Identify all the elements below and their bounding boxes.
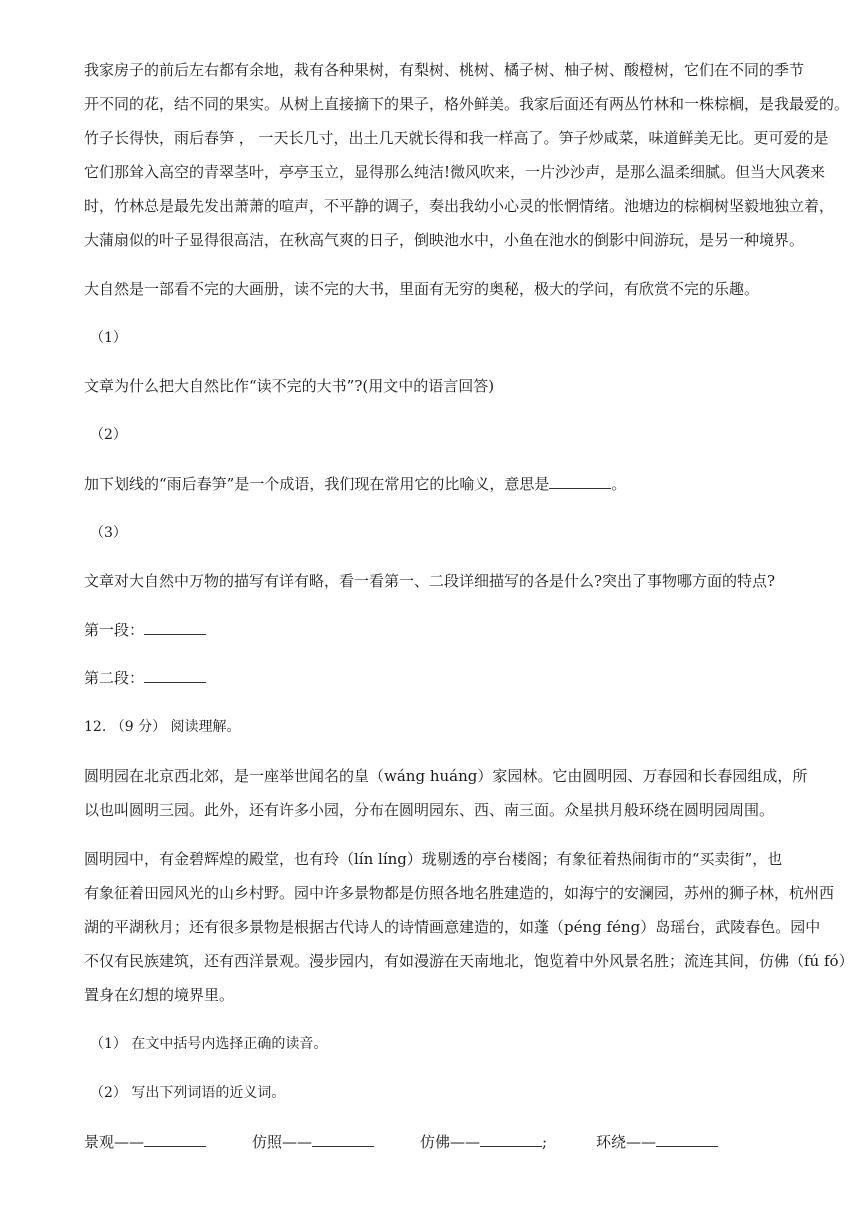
q2-end: 。 bbox=[611, 475, 627, 493]
q3-text: 文章对大自然中万物的描写有详有略，看一看第一、二段详细描写的各是什么?突出了事物哪方面的特点? bbox=[84, 572, 776, 590]
sub-question-2: （2） 写出下列词语的近义词。 bbox=[90, 1085, 286, 1101]
q12-heading: 12. （9 分） 阅读理解。 bbox=[84, 719, 241, 735]
y2-line-5: 置身在幻想的境界里。 bbox=[84, 986, 235, 1004]
synonym-blank-3[interactable] bbox=[480, 1132, 542, 1147]
synonym-blank-1[interactable] bbox=[144, 1132, 206, 1147]
synonym-blank-2[interactable] bbox=[312, 1132, 374, 1147]
q2-line bbox=[84, 474, 626, 494]
q2-number: （2） bbox=[90, 427, 127, 443]
q3-answer-2 bbox=[84, 668, 206, 688]
synonym-item-2 bbox=[252, 1132, 374, 1152]
q3-number: （3） bbox=[90, 525, 127, 541]
synonym-blank-4[interactable] bbox=[656, 1132, 718, 1147]
q1-number: （1） bbox=[90, 330, 127, 346]
q3-answer-2-blank[interactable] bbox=[144, 668, 206, 683]
q2-answer-blank[interactable] bbox=[549, 474, 611, 489]
p1-line-3: 竹子长得快，雨后春笋 ， 一天长几寸，出土几天就长得和我一样高了。笋子炒咸菜，味道鲜美无比。更可爱的是 bbox=[84, 129, 829, 147]
q2-text: 加下划线的“雨后春笋”是一个成语，我们现在常用它的比喻义，意思是 bbox=[84, 475, 550, 493]
y1-line-2: 以也叫圆明三园。此外，还有许多小园，分布在圆明园东、西、南三面。众星拱月般环绕在圆明园周围。 bbox=[84, 801, 775, 819]
sub-question-1: （1） 在文中括号内选择正确的读音。 bbox=[90, 1036, 328, 1052]
synonym-word-4: 环绕—— bbox=[596, 1133, 657, 1151]
q3-answer-1 bbox=[84, 620, 206, 640]
synonym-item-1 bbox=[84, 1132, 206, 1152]
p1-line-6: 大蒲扇似的叶子显得很高洁，在秋高气爽的日子，倒映池水中，小鱼在池水的倒影中间游玩，是另一种境界。 bbox=[84, 231, 805, 249]
y2-line-4: 不仅有民族建筑，还有西洋景观。漫步园内，有如漫游在天南地北，饱览着中外风景名胜；流连其间，仿佛（fú fó） bbox=[84, 952, 854, 970]
q3-answer-2-label: 第二段： bbox=[84, 669, 145, 687]
synonym-semicolon: ; bbox=[542, 1133, 548, 1151]
p1-line-2: 开不同的花，结不同的果实。从树上直接摘下的果子，格外鲜美。我家后面还有两丛竹林和一株棕榈，是我最爱的。 bbox=[84, 95, 850, 113]
y2-line-1: 圆明园中，有金碧辉煌的殿堂，也有玲（lín líng）珑剔透的亭台楼阁；有象征着热闹街市的“买卖街”，也 bbox=[84, 850, 783, 868]
p2-line: 大自然是一部看不完的大画册，读不完的大书，里面有无穷的奥秘，极大的学问，有欣赏不完的乐趣。 bbox=[84, 280, 760, 298]
synonym-item-3 bbox=[420, 1132, 547, 1152]
p1-line-4: 它们那耸入高空的青翠茎叶，亭亭玉立，显得那么纯洁!微风吹来，一片沙沙声，是那么温柔细腻。但当大风袭来 bbox=[84, 163, 826, 181]
synonym-word-2: 仿照—— bbox=[252, 1133, 313, 1151]
p1-line-1: 我家房子的前后左右都有余地，栽有各种果树，有梨树、桃树、橘子树、柚子树、酸橙树，它们在不同的季节 bbox=[84, 61, 805, 79]
p1-line-5: 时，竹林总是最先发出萧萧的喧声，不平静的调子，奏出我幼小心灵的怅惘情绪。池塘边的棕榈树坚毅地独立着， bbox=[84, 197, 835, 215]
synonym-word-1: 景观—— bbox=[84, 1133, 145, 1151]
y2-line-3: 湖的平湖秋月；还有很多景物是根据古代诗人的诗情画意建造的，如蓬（péng féng）岛瑶台，武陵春色。园中 bbox=[84, 918, 821, 936]
synonym-word-3: 仿佛—— bbox=[420, 1133, 481, 1151]
q3-answer-1-blank[interactable] bbox=[144, 620, 206, 635]
synonym-item-4 bbox=[596, 1132, 718, 1152]
q1-text: 文章为什么把大自然比作“读不完的大书”?(用文中的语言回答) bbox=[84, 377, 495, 395]
y2-line-2: 有象征着田园风光的山乡村野。园中许多景物都是仿照各地名胜建造的，如海宁的安澜园，苏州的狮子林，杭州西 bbox=[84, 884, 835, 902]
y1-line-1: 圆明园在北京西北郊，是一座举世闻名的皇（wáng huáng）家园林。它由圆明园、万春园和长春园组成，所 bbox=[84, 767, 808, 785]
q3-answer-1-label: 第一段： bbox=[84, 621, 145, 639]
